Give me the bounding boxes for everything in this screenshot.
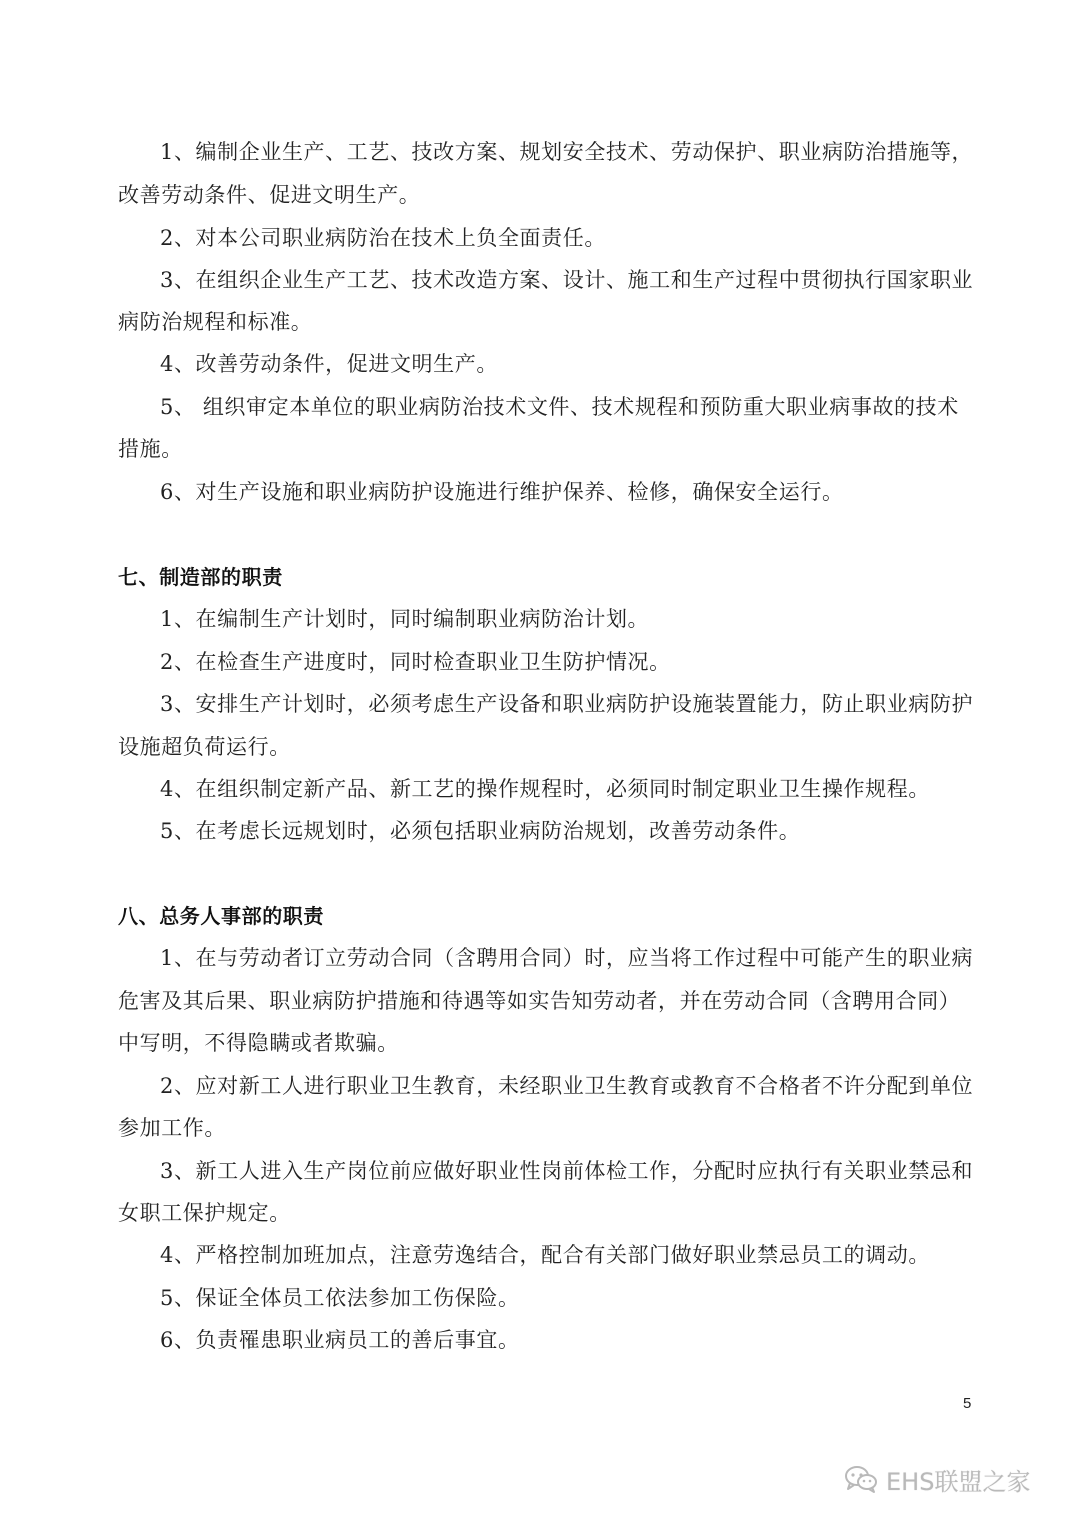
paragraph-line: 4、严格控制加班加点，注意劳逸结合，配合有关部门做好职业禁忌员工的调动。 bbox=[160, 1243, 930, 1267]
page-number: 5 bbox=[963, 1395, 972, 1412]
wechat-icon bbox=[844, 1464, 878, 1494]
paragraph-line: 1、在与劳动者订立劳动合同（含聘用合同）时，应当将工作过程中可能产生的职业病 bbox=[160, 946, 974, 970]
paragraph-line: 3、安排生产计划时，必须考虑生产设备和职业病防护设施装置能力，防止职业病防护 bbox=[160, 692, 974, 716]
paragraph-line: 3、新工人进入生产岗位前应做好职业性岗前体检工作，分配时应执行有关职业禁忌和 bbox=[160, 1159, 974, 1183]
paragraph-line: 6、对生产设施和职业病防护设施进行维护保养、检修，确保安全运行。 bbox=[160, 480, 844, 504]
watermark-text: EHS联盟之家 bbox=[886, 1467, 1031, 1496]
paragraph-line: 5、保证全体员工依法参加工伤保险。 bbox=[160, 1286, 520, 1310]
paragraph-line: 设施超负荷运行。 bbox=[118, 735, 291, 759]
watermark bbox=[844, 1462, 1030, 1496]
paragraph-line: 危害及其后果、职业病防护措施和待遇等如实告知劳动者，并在劳动合同（含聘用合同） bbox=[118, 989, 961, 1013]
paragraph-line: 2、应对新工人进行职业卫生教育，未经职业卫生教育或教育不合格者不许分配到单位 bbox=[160, 1074, 974, 1098]
section-heading: 八、总务人事部的职责 bbox=[118, 904, 324, 928]
paragraph-line: 女职工保护规定。 bbox=[118, 1201, 291, 1225]
paragraph-line: 改善劳动条件、促进文明生产。 bbox=[118, 183, 421, 207]
paragraph-line: 2、在检查生产进度时，同时检查职业卫生防护情况。 bbox=[160, 650, 671, 674]
paragraph-line: 参加工作。 bbox=[118, 1116, 226, 1140]
paragraph-line: 4、在组织制定新产品、新工艺的操作规程时，必须同时制定职业卫生操作规程。 bbox=[160, 777, 930, 801]
paragraph-line: 1、编制企业生产、工艺、技改方案、规划安全技术、劳动保护、职业病防治措施等， bbox=[160, 140, 974, 164]
paragraph-line: 5、在考虑长远规划时，必须包括职业病防治规划，改善劳动条件。 bbox=[160, 819, 801, 843]
paragraph-line: 6、负责罹患职业病员工的善后事宜。 bbox=[160, 1328, 520, 1352]
paragraph-line: 病防治规程和标准。 bbox=[118, 310, 313, 334]
paragraph-line: 2、对本公司职业病防治在技术上负全面责任。 bbox=[160, 226, 606, 250]
paragraph-line: 5、 组织审定本单位的职业病防治技术文件、技术规程和预防重大职业病事故的技术 bbox=[160, 395, 959, 419]
section-heading: 七、制造部的职责 bbox=[118, 565, 283, 589]
paragraph-line: 中写明，不得隐瞒或者欺骗。 bbox=[118, 1031, 399, 1055]
paragraph-line: 措施。 bbox=[118, 437, 183, 461]
paragraph-line: 4、改善劳动条件，促进文明生产。 bbox=[160, 352, 498, 376]
paragraph-line: 1、在编制生产计划时，同时编制职业病防治计划。 bbox=[160, 607, 650, 631]
paragraph-line: 3、在组织企业生产工艺、技术改造方案、设计、施工和生产过程中贯彻执行国家职业 bbox=[160, 268, 974, 292]
